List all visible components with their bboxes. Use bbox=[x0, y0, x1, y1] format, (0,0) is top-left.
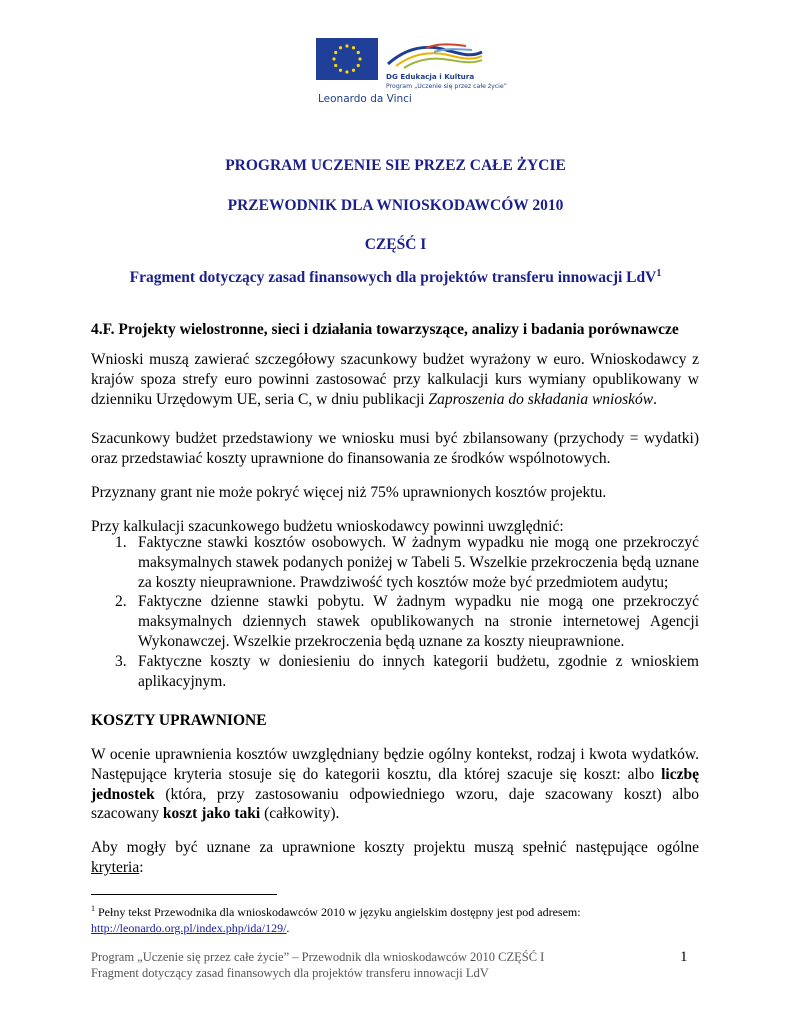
program-heading: PROGRAM UCZENIE SIE PRZEZ CAŁE ŻYCIE bbox=[225, 157, 566, 174]
eu-star-icon bbox=[357, 64, 360, 67]
criteria-text-a: Aby mogły być uznane za uprawnione koszty projektu muszą spełnić następujące ogólne bbox=[91, 839, 699, 856]
footnote-ref[interactable]: 1 bbox=[656, 268, 662, 279]
leonardo-swoosh-icon bbox=[386, 42, 484, 72]
eu-star-icon bbox=[334, 64, 337, 67]
part-heading: CZĘŚĆ I bbox=[364, 236, 427, 253]
list-item-text: Faktyczne stawki kosztów osobowych. W żadnym wypadku nie mogą one przekroczyć maksymalnych stawek podanych poniżej w Tabeli 5. Wszelkie przekroczenia będą uznane za koszty nieuprawnione. Prawdziwość tych kosztów może być przedmiotem audytu; bbox=[138, 534, 699, 591]
list-item bbox=[91, 652, 699, 692]
list-item-number: 3. bbox=[115, 652, 127, 670]
eu-star-icon bbox=[345, 70, 348, 73]
footnote-number: 1 bbox=[91, 904, 95, 913]
section-title: 4.F. Projekty wielostronne, sieci i działania towarzyszące, analizy i badania porównawcze bbox=[91, 321, 679, 338]
eu-star-icon bbox=[357, 51, 360, 54]
paragraph-budget-end: . bbox=[653, 390, 657, 408]
paragraph-budget bbox=[91, 350, 699, 409]
eu-star-icon bbox=[345, 44, 348, 47]
eu-star-icon bbox=[352, 46, 355, 49]
criteria-list bbox=[91, 533, 699, 691]
list-item-number: 1. bbox=[115, 534, 127, 551]
eligibility-bold-cost: koszt jako taki bbox=[162, 805, 261, 823]
eligible-costs-heading: KOSZTY UPRAWNIONE bbox=[91, 712, 267, 729]
footer-line-1: Program „Uczenie się przez całe życie” – Przewodnik dla wnioskodawców 2010 CZĘŚĆ I bbox=[91, 950, 545, 964]
list-item-text: Faktyczne dzienne stawki pobytu. W żadnym wypadku nie mogą one przekroczyć maksymalnych dziennych stawek opublikowanych na stronie internetowej Agencji Wykonawczej. Wszelkie przekroczenia będą uznane za koszty nieuprawnione. bbox=[138, 593, 699, 650]
eu-star-icon bbox=[339, 69, 342, 72]
fragment-heading bbox=[0, 268, 791, 287]
paragraph-grant: Przyznany grant nie może pokryć więcej niż 75% uprawnionych kosztów projektu. bbox=[91, 484, 607, 501]
criteria-underlined: kryteria bbox=[91, 858, 140, 876]
paragraph-calculation: Przy kalkulacji szacunkowego budżetu wnioskodawcy powinni uwzględnić: bbox=[91, 518, 564, 535]
eu-star-icon bbox=[352, 69, 355, 72]
paragraph-budget-italic: Zaproszenia do składania wniosków bbox=[428, 390, 654, 408]
logo-dg-text: DG Edukacja i Kultura bbox=[386, 72, 475, 81]
paragraph-balance: Szacunkowy budżet przedstawiony we wniosku musi być zbilansowany (przychody = wydatki) oraz przedstawiać koszty uprawnione do finansowania ze środków wspólnotowych. bbox=[91, 430, 699, 467]
footnote-link[interactable]: http://leonardo.org.pl/index.php/ida/129/ bbox=[91, 921, 287, 935]
list-item-number: 2. bbox=[115, 593, 127, 611]
fragment-heading-text: Fragment dotyczący zasad finansowych dla projektów transferu innowacji LdV bbox=[129, 269, 657, 286]
program-logo bbox=[316, 38, 507, 110]
paragraph-budget-text: Wnioski muszą zawierać szczegółowy szacunkowy budżet wyrażony w euro. Wnioskodawcy z krajów spoza strefy euro powinni zastosować przy kalkulacji kurs wymiany opublikowany w dzienniku Urzędowym UE, seria C, w dniu publikacji bbox=[91, 351, 699, 408]
eu-star-icon bbox=[332, 57, 335, 60]
paragraph-criteria bbox=[91, 838, 699, 878]
eligibility-bold-units: liczbę jednostek bbox=[91, 765, 699, 803]
eu-star-icon bbox=[358, 57, 361, 60]
list-item bbox=[91, 592, 699, 651]
criteria-text-c: : bbox=[139, 858, 144, 876]
eu-flag-icon bbox=[316, 38, 378, 80]
logo-leonardo-text: Leonardo da Vinci bbox=[318, 93, 412, 105]
list-item-text: Faktyczne koszty w doniesieniu do innych kategorii budżetu, zgodnie z wnioskiem aplikacyjnym. bbox=[138, 652, 699, 690]
eu-star-icon bbox=[339, 46, 342, 49]
eu-star-icon bbox=[334, 51, 337, 54]
footnote bbox=[91, 901, 711, 936]
footer-line-2: Fragment dotyczący zasad finansowych dla projektów transferu innowacji LdV bbox=[91, 966, 489, 980]
footnote-end: . bbox=[286, 921, 290, 935]
logo-program-text: Program „Uczenie się przez całe życie” bbox=[386, 83, 507, 90]
page-footer bbox=[91, 949, 651, 981]
eligibility-text-e: (całkowity). bbox=[260, 805, 340, 823]
guide-heading: PRZEWODNIK DLA WNIOSKODAWCÓW 2010 bbox=[227, 197, 564, 214]
eligibility-text-c: (która, przy zastosowaniu odpowiedniego wzoru, daje szacowany koszt) albo szacowany bbox=[91, 785, 699, 823]
page-number: 1 bbox=[680, 949, 688, 965]
footnote-text: Pełny tekst Przewodnika dla wnioskodawców 2010 w języku angielskim dostępny jest pod adresem: bbox=[95, 905, 581, 919]
eligibility-text-a: W ocenie uprawnienia kosztów uwzględniany będzie ogólny kontekst, rodzaj i kwota wydatków. Następujące kryteria stosuje się do kategorii kosztu, dla której szacuje się koszt: albo bbox=[91, 746, 699, 783]
footnote-divider bbox=[91, 894, 277, 895]
list-item bbox=[91, 533, 699, 592]
paragraph-eligibility bbox=[91, 745, 699, 824]
